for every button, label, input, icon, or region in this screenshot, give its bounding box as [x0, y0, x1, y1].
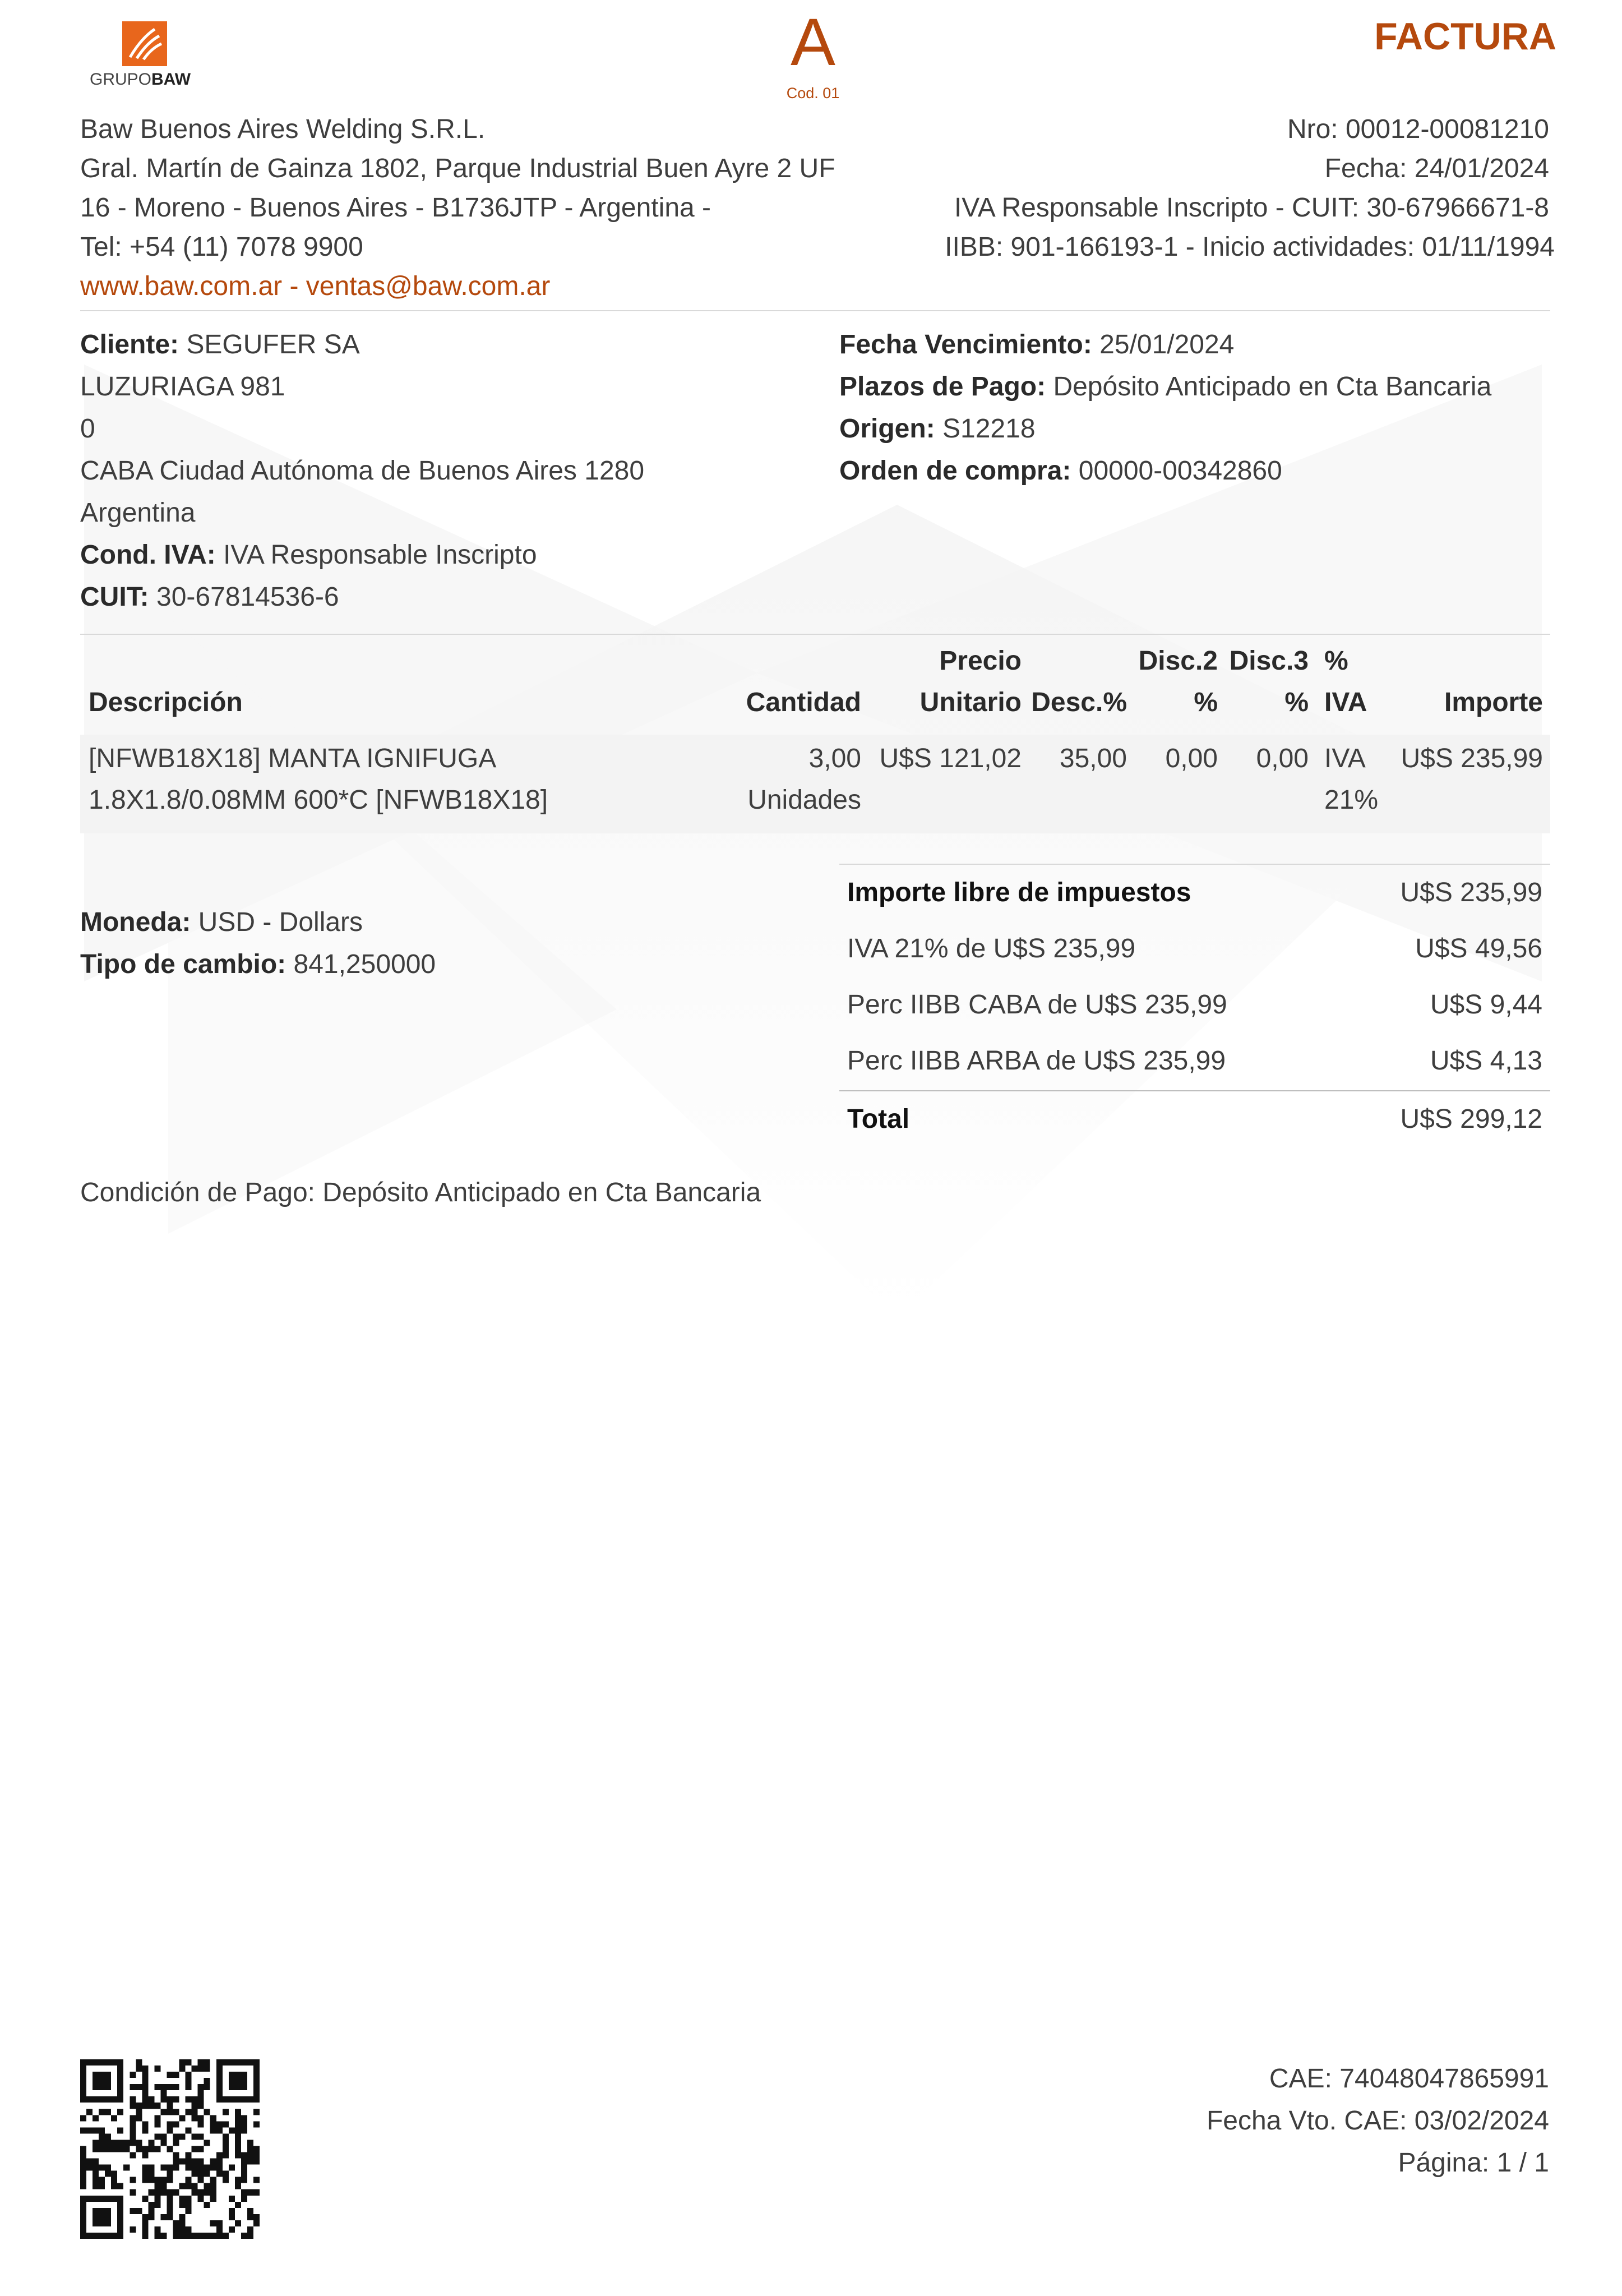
total-value: U$S 299,12: [1400, 1104, 1542, 1134]
subtotal-value: U$S 235,99: [1400, 878, 1542, 907]
header-disc2-l2: %: [1194, 688, 1218, 717]
logo-text-prefix: GRUPO: [90, 70, 152, 89]
iva-value: U$S 49,56: [1415, 934, 1542, 963]
arba-value: U$S 4,13: [1430, 1046, 1542, 1076]
issuer-iibb: IIBB: 901-166193-1 - Inicio actividades: 01/11/1994: [945, 232, 1555, 262]
due-date-line: [839, 325, 1234, 365]
purchase-order-label: Orden de compra:: [839, 456, 1071, 486]
invoice-number: Nro: 00012-00081210: [1287, 114, 1549, 144]
cae-number: CAE: 74048047865991: [1269, 2064, 1549, 2094]
header-disc3-l2: %: [1284, 688, 1309, 717]
invoice-code: Cod. 01: [786, 85, 840, 102]
doc-title: FACTURA: [1374, 15, 1556, 58]
company-phone: Tel: +54 (11) 7078 9900: [80, 232, 363, 262]
payment-condition: Condición de Pago: Depósito Anticipado en Cta Bancaria: [80, 1178, 761, 1207]
logo-text-bold: BAW: [151, 70, 191, 89]
client-iva-line: [80, 536, 537, 575]
row-price: U$S 121,02: [879, 744, 1022, 773]
client-address3: CABA Ciudad Autónoma de Buenos Aires 1280: [80, 456, 645, 486]
row-disc3: 0,00: [1256, 744, 1309, 773]
header-disc3-l1: Disc.3: [1229, 646, 1309, 676]
totals-iva-row: [839, 921, 1550, 977]
company-logo: [90, 21, 202, 94]
row-description-l1: [NFWB18X18] MANTA IGNIFUGA: [89, 744, 497, 773]
currency-label: Moneda:: [80, 907, 191, 937]
header-importe: Importe: [1444, 688, 1543, 717]
totals-subtotal-row: [839, 865, 1550, 921]
iva-label: IVA 21% de U$S 235,99: [847, 934, 1136, 963]
client-iva-value: IVA Responsable Inscripto: [223, 540, 537, 570]
total-label: Total: [847, 1104, 910, 1134]
header-precio-l2: Unitario: [919, 688, 1022, 717]
company-address-line2: 16 - Moreno - Buenos Aires - B1736JTP - Argentina -: [80, 193, 711, 223]
totals-arba-row: [839, 1033, 1550, 1089]
header-descripcion: Descripción: [89, 688, 243, 717]
origin-value: S12218: [942, 414, 1036, 444]
client-address1: LUZURIAGA 981: [80, 372, 285, 402]
totals-caba-row: [839, 977, 1550, 1033]
issuer-tax-id: IVA Responsable Inscripto - CUIT: 30-67966671-8: [954, 193, 1549, 223]
client-label: Cliente:: [80, 330, 179, 359]
row-iva-l1: IVA: [1324, 744, 1366, 773]
client-name-line: [80, 325, 360, 365]
baw-logo-icon: [122, 21, 167, 66]
currency-value: USD - Dollars: [198, 907, 363, 937]
company-name: Baw Buenos Aires Welding S.R.L.: [80, 114, 486, 144]
subtotal-label: Importe libre de impuestos: [847, 878, 1191, 907]
row-iva-l2: 21%: [1324, 785, 1379, 815]
caba-value: U$S 9,44: [1430, 990, 1542, 1020]
qr-code-icon: [80, 2059, 260, 2239]
invoice-letter: A: [790, 4, 836, 80]
exchange-rate-label: Tipo de cambio:: [80, 949, 286, 979]
header-iva-l1: %: [1324, 646, 1348, 676]
totals-total-row: [839, 1091, 1550, 1147]
row-unit: Unidades: [747, 785, 861, 815]
divider-header: [80, 310, 1550, 311]
payment-terms-label: Plazos de Pago:: [839, 372, 1046, 402]
row-description-l2: 1.8X1.8/0.08MM 600*C [NFWB18X18]: [89, 785, 548, 815]
due-date-label: Fecha Vencimiento:: [839, 330, 1092, 359]
client-iva-label: Cond. IVA:: [80, 540, 216, 570]
row-discount: 35,00: [1059, 744, 1127, 773]
page-number: Página: 1 / 1: [1398, 2148, 1549, 2178]
payment-terms-line: [839, 367, 1491, 407]
row-quantity: 3,00: [808, 744, 861, 773]
exchange-rate-value: 841,250000: [293, 949, 436, 979]
cae-due-date: Fecha Vto. CAE: 03/02/2024: [1206, 2106, 1549, 2136]
header-iva-l2: IVA: [1324, 688, 1367, 717]
header-disc2-l1: Disc.2: [1138, 646, 1218, 676]
client-country: Argentina: [80, 498, 196, 528]
client-cuit-value: 30-67814536-6: [156, 582, 339, 612]
arba-label: Perc IIBB ARBA de U$S 235,99: [847, 1046, 1226, 1076]
company-address-line1: Gral. Martín de Gainza 1802, Parque Industrial Buen Ayre 2 UF: [80, 154, 835, 183]
exchange-rate-line: [80, 945, 436, 984]
due-date-value: 25/01/2024: [1099, 330, 1235, 359]
row-disc2: 0,00: [1165, 744, 1218, 773]
client-cuit-line: [80, 578, 339, 617]
client-name: SEGUFER SA: [186, 330, 360, 359]
company-web-email[interactable]: www.baw.com.ar - ventas@baw.com.ar: [80, 271, 551, 301]
payment-terms-value: Depósito Anticipado en Cta Bancaria: [1053, 372, 1492, 402]
row-amount: U$S 235,99: [1401, 744, 1543, 773]
origin-line: [839, 409, 1036, 449]
header-cantidad: Cantidad: [746, 688, 861, 717]
client-address2: 0: [80, 414, 95, 444]
purchase-order-line: [839, 451, 1282, 491]
client-cuit-label: CUIT:: [80, 582, 149, 612]
header-desc: Desc.%: [1031, 688, 1127, 717]
caba-label: Perc IIBB CABA de U$S 235,99: [847, 990, 1227, 1020]
header-precio-l1: Precio: [939, 646, 1022, 676]
invoice-date: Fecha: 24/01/2024: [1324, 154, 1549, 183]
currency-line: [80, 903, 363, 942]
divider-client: [80, 634, 1550, 635]
purchase-order-value: 00000-00342860: [1078, 456, 1282, 486]
origin-label: Origen:: [839, 414, 935, 444]
